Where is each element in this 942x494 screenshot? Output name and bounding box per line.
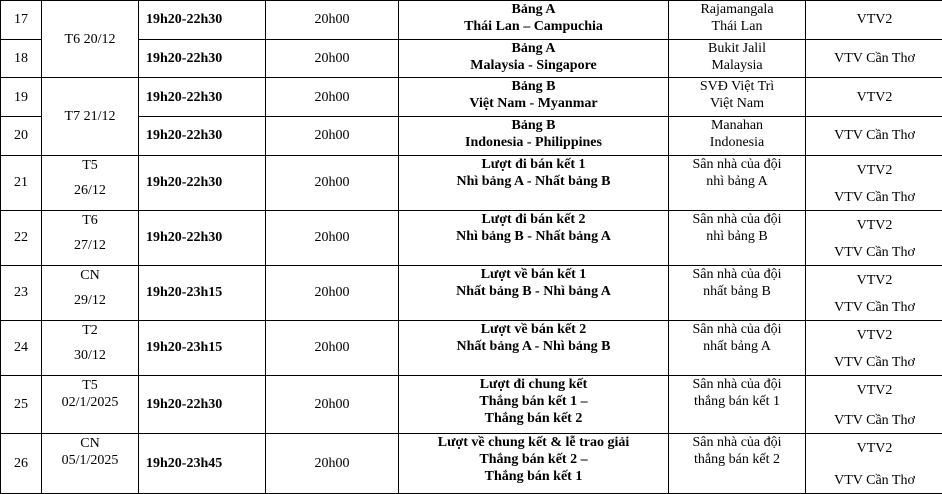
channel-cell — [806, 210, 942, 265]
venue-line: Thái Lan — [711, 19, 763, 34]
match-day-line: 29/12 — [74, 292, 106, 308]
match-number-cell: 24 — [1, 320, 42, 375]
table-row — [1, 375, 942, 433]
match-line: Nhì bảng B - Nhất bảng A — [456, 228, 611, 244]
venue-line: Sân nhà của đội — [692, 156, 782, 172]
match-line: Thắng bán kết 1 — [484, 468, 583, 484]
match-day-line: CN — [80, 267, 100, 283]
match-day-line: T6 20/12 — [64, 31, 116, 47]
match-day-line: 27/12 — [74, 237, 106, 253]
match-cell — [399, 1, 669, 40]
match-day-line: T6 — [82, 212, 98, 228]
channel-line: VTV2 — [856, 217, 893, 233]
broadcast-time-cell: 19h20-23h45 — [139, 433, 266, 493]
match-cell — [399, 155, 669, 210]
match-cell — [399, 433, 669, 493]
match-number-cell: 25 — [1, 375, 42, 433]
match-day-line: T2 — [82, 322, 98, 338]
channel-line: VTV2 — [856, 382, 893, 398]
kickoff-time-cell: 20h00 — [266, 1, 399, 40]
venue-line: SVĐ Việt Trì — [699, 79, 775, 95]
match-day-line: T7 21/12 — [64, 109, 116, 125]
venue-line: nhì bảng A — [706, 173, 768, 189]
venue-cell — [669, 117, 806, 156]
kickoff-time-cell: 20h00 — [266, 78, 399, 117]
match-line: Bảng A — [511, 40, 556, 56]
kickoff-time-cell: 20h00 — [266, 155, 399, 210]
kickoff-time-cell: 20h00 — [266, 433, 399, 493]
venue-line: Sân nhà của đội — [692, 266, 782, 282]
channel-cell — [806, 433, 942, 493]
match-line: Thái Lan – Campuchia — [464, 19, 603, 34]
match-day-line: 26/12 — [74, 182, 106, 198]
venue-line: nhất bảng B — [703, 283, 771, 299]
match-line: Lượt về chung kết & lễ trao giải — [437, 434, 630, 450]
match-cell — [399, 117, 669, 156]
broadcast-time-cell: 19h20-22h30 — [139, 210, 266, 265]
channel-line: VTV2 — [856, 162, 893, 178]
kickoff-time-cell: 20h00 — [266, 265, 399, 320]
match-cell — [399, 265, 669, 320]
match-line: Lượt đi bán kết 1 — [481, 156, 586, 172]
venue-line: Sân nhà của đội — [692, 321, 782, 337]
broadcast-time-cell: 19h20-22h30 — [139, 117, 266, 156]
channel-line: VTV Cần Thơ — [834, 299, 915, 315]
schedule-body — [1, 1, 942, 494]
channel-line: VTV2 — [856, 440, 893, 456]
venue-cell — [669, 433, 806, 493]
channel-cell — [806, 265, 942, 320]
channel-cell — [806, 375, 942, 433]
broadcast-time-cell: 19h20-22h30 — [139, 1, 266, 40]
match-cell — [399, 210, 669, 265]
match-day-line: 02/1/2025 — [61, 394, 119, 410]
match-line: Indonesia - Philippines — [465, 135, 602, 151]
channel-line: VTV Cần Thơ — [834, 472, 915, 488]
channel-line: VTV Cần Thơ — [834, 412, 915, 428]
match-line: Bảng B — [511, 118, 556, 134]
venue-cell — [669, 78, 806, 117]
venue-cell — [669, 375, 806, 433]
channel-cell — [806, 155, 942, 210]
match-number-cell: 23 — [1, 265, 42, 320]
channel-line: VTV2 — [856, 272, 893, 288]
match-day-line: CN — [80, 435, 100, 451]
table-row — [1, 117, 942, 156]
channel-line: VTV2 — [856, 89, 893, 105]
match-line: Việt Nam - Myanmar — [469, 96, 598, 112]
channel-cell — [806, 78, 942, 117]
venue-cell — [669, 155, 806, 210]
venue-line: Sân nhà của đội — [692, 434, 782, 450]
venue-line: nhì bảng B — [706, 228, 768, 244]
match-number-cell: 26 — [1, 433, 42, 493]
match-day-cell — [42, 320, 139, 375]
match-day-line: T5 — [82, 377, 98, 393]
table-row — [1, 155, 942, 210]
broadcast-time-cell: 19h20-22h30 — [139, 39, 266, 78]
match-number-cell: 21 — [1, 155, 42, 210]
match-day-cell — [42, 265, 139, 320]
match-line: Nhì bảng A - Nhất bảng B — [456, 173, 611, 189]
match-line: Lượt về bán kết 2 — [480, 321, 587, 337]
venue-cell — [669, 320, 806, 375]
match-line: Nhất bảng B - Nhì bảng A — [456, 283, 611, 299]
match-line: Lượt về bán kết 1 — [480, 266, 587, 282]
match-day-cell — [42, 375, 139, 433]
match-day-cell — [42, 433, 139, 493]
table-row — [1, 320, 942, 375]
channel-cell — [806, 1, 942, 40]
match-number-cell: 19 — [1, 78, 42, 117]
match-line: Lượt đi bán kết 2 — [481, 211, 586, 227]
kickoff-time-cell: 20h00 — [266, 320, 399, 375]
table-row — [1, 210, 942, 265]
venue-line: Manahan — [710, 118, 764, 134]
venue-line: Indonesia — [709, 135, 765, 151]
table-row — [1, 39, 942, 78]
match-number-cell: 22 — [1, 210, 42, 265]
broadcast-time-cell: 19h20-23h15 — [139, 265, 266, 320]
match-line: Thắng bán kết 2 — [484, 410, 583, 426]
venue-line: Sân nhà của đội — [692, 211, 782, 227]
match-day-cell — [42, 210, 139, 265]
kickoff-time-cell: 20h00 — [266, 375, 399, 433]
match-number-cell: 17 — [1, 1, 42, 40]
channel-cell — [806, 117, 942, 156]
venue-line: Bukit Jalil — [708, 40, 766, 56]
venue-line: Việt Nam — [710, 96, 764, 112]
table-row — [1, 78, 942, 117]
kickoff-time-cell: 20h00 — [266, 210, 399, 265]
kickoff-time-cell: 20h00 — [266, 117, 399, 156]
match-day-cell — [42, 1, 139, 78]
venue-cell — [669, 265, 806, 320]
channel-line: VTV Cần Thơ — [834, 51, 915, 67]
table-row — [1, 265, 942, 320]
venue-cell — [669, 210, 806, 265]
channel-line: VTV Cần Thơ — [834, 354, 915, 370]
venue-line: thắng bán kết 2 — [694, 451, 780, 467]
match-day-line: 05/1/2025 — [61, 452, 119, 468]
channel-cell — [806, 320, 942, 375]
channel-line: VTV Cần Thơ — [834, 128, 915, 144]
kickoff-time-cell: 20h00 — [266, 39, 399, 78]
match-line: Nhất bảng A - Nhì bảng B — [456, 338, 611, 354]
match-day-cell — [42, 78, 139, 155]
venue-line: Malaysia — [711, 57, 763, 73]
broadcast-time-cell: 19h20-22h30 — [139, 155, 266, 210]
match-cell — [399, 320, 669, 375]
match-line: Thắng bán kết 1 – — [479, 393, 588, 409]
venue-cell — [669, 1, 806, 40]
match-line: Thắng bán kết 2 – — [479, 451, 588, 467]
channel-line: VTV Cần Thơ — [834, 244, 915, 260]
broadcast-time-cell: 19h20-23h15 — [139, 320, 266, 375]
channel-line: VTV2 — [856, 12, 893, 28]
table-row — [1, 433, 942, 493]
match-number-cell: 18 — [1, 39, 42, 78]
match-number-cell: 20 — [1, 117, 42, 156]
channel-line: VTV Cần Thơ — [834, 189, 915, 205]
table-row — [1, 1, 942, 40]
match-day-cell — [42, 155, 139, 210]
match-cell — [399, 375, 669, 433]
broadcast-time-cell: 19h20-22h30 — [139, 78, 266, 117]
match-day-line: 30/12 — [74, 347, 106, 363]
venue-line: nhất bảng A — [703, 338, 771, 354]
match-line: Lượt đi chung kết — [479, 376, 588, 392]
venue-cell — [669, 39, 806, 78]
broadcast-time-cell: 19h20-22h30 — [139, 375, 266, 433]
channel-line: VTV2 — [856, 327, 893, 343]
channel-cell — [806, 39, 942, 78]
match-cell — [399, 78, 669, 117]
match-line: Bảng A — [511, 2, 556, 17]
venue-line: thắng bán kết 1 — [694, 393, 780, 409]
match-line: Bảng B — [511, 79, 556, 95]
match-cell — [399, 39, 669, 78]
match-line: Malaysia - Singapore — [470, 57, 597, 73]
match-day-line: T5 — [82, 157, 98, 173]
venue-line: Sân nhà của đội — [692, 376, 782, 392]
venue-line: Rajamangala — [700, 2, 774, 17]
